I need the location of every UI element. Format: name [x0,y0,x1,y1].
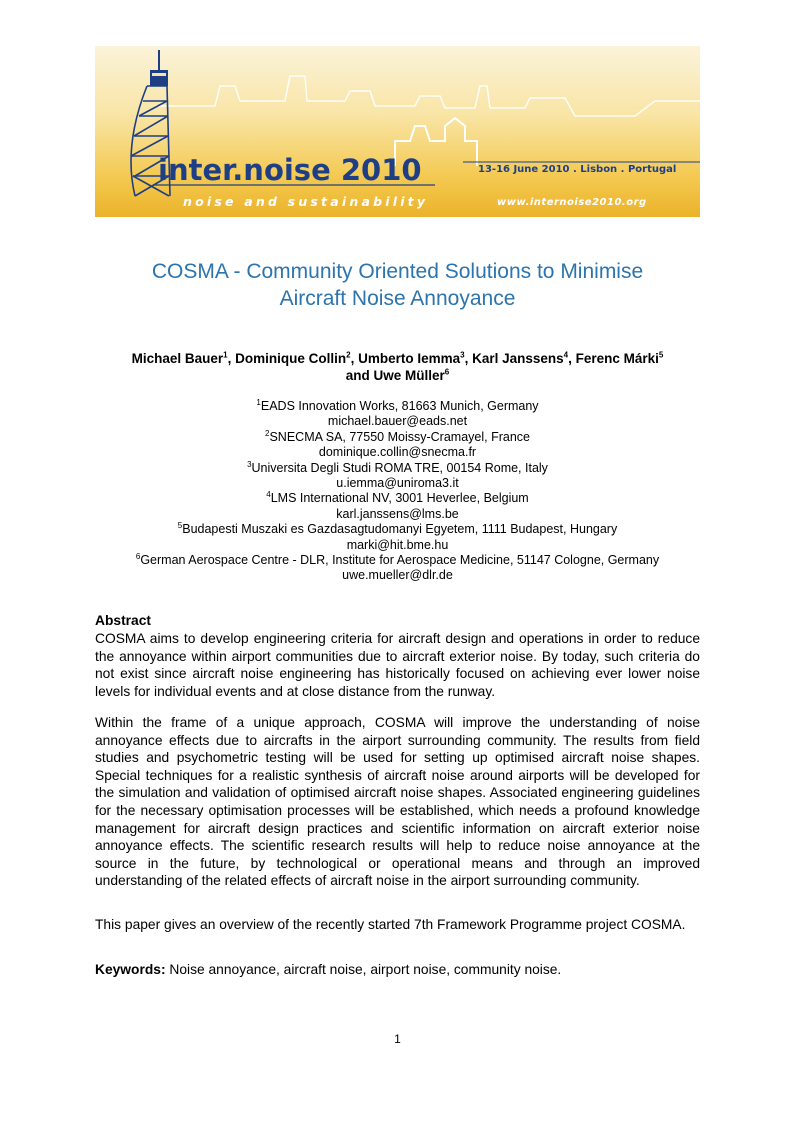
affiliation-sup: 5 [177,521,183,531]
affiliation-org-text: EADS Innovation Works, 81663 Munich, Germany [260,399,539,413]
affiliation-sup: 1 [256,397,261,407]
author-sup: 5 [658,350,664,360]
paper-title [95,258,700,312]
affiliation-sup: 2 [265,428,270,438]
author-name: Michael Bauer [131,351,224,366]
affiliation-email: uwe.mueller@dlr.de [342,568,453,583]
affiliation-org-text: SNECMA SA, 77550 Moissy-Cramayel, France [269,429,530,444]
affiliation-sup: 4 [266,490,271,500]
author-name: Umberto Iemma [358,351,461,366]
conference-banner [95,46,700,217]
conference-tagline: noise and sustainability [183,194,429,209]
affiliation-org [95,399,700,414]
author-sup: 3 [460,350,465,360]
author-sup: 6 [444,367,450,377]
affiliation-org-text: Budapesti Muszaki es Gazdasagtudomanyi Egyetem, 1111 Budapest, Hungary [182,522,618,537]
author-sup: 2 [346,350,351,360]
affiliation-org-text: German Aerospace Centre - DLR, Institute for Aerospace Medicine, 51147 Cologne, Germany [140,553,660,568]
affiliation-org [95,553,700,568]
author-name: Ferenc Márki [575,351,659,366]
keywords-text: Noise annoyance, aircraft noise, airport noise, community noise. [169,962,562,977]
abstract-paragraph-2: Within the frame of a unique approach, COSMA will improve the understanding of noise annoyance effects due to aircrafts in the airport surrounding community. The results from field studies and psychometric testing will be used for setting up optimised aircraft noise shapes. Special techniques for a realistic synthesis of aircraft noise around airports will be developed for the simulation and validation of optimised aircraft noise shapes. Associated engineering guidelines for the necessary optimisation processes will be established, which needs a profound knowledge management for aircraft design practices and scientific information on aircraft exterior noise annoyance effects. The scientific research results will help to reduce noise annoyance at the source in the future, by technological or operational means and through an improved understanding of the related effects of aircraft noise in the airport surrounding community. [95,715,700,889]
keywords-label: Keywords: [95,962,166,977]
author-sup: 4 [563,350,569,360]
paper-title-line1: COSMA - Community Oriented Solutions to Minimise [151,260,644,283]
affiliation-email: marki@hit.bme.hu [346,537,449,552]
affiliation-org [95,491,700,506]
abstract-paragraph-1: COSMA aims to develop engineering criteria for aircraft design and operations in order to reduce the annoyance within airport communities due to aircraft exterior noise. By today, such criteria do not exist since aircraft noise engineering has historically focused on achieving ever lower noise levels for individual events and at close distance from the runway. [95,631,700,699]
affiliation-org-text: Universita Degli Studi ROMA TRE, 00154 Rome, Italy [251,460,548,475]
affiliation-email: karl.janssens@lms.be [336,506,459,521]
abstract-heading: Abstract [95,613,151,628]
author-name: Karl Janssens [472,351,564,366]
affiliation-sup: 6 [135,551,141,561]
conference-name: inter.noise 2010 [158,153,422,187]
author-name: Dominique Collin [235,351,347,366]
conference-url: www.internoise2010.org [497,197,647,208]
abstract-paragraph-3: This paper gives an overview of the recently started 7th Framework Programme project COSMA. [95,917,686,932]
affiliation-list [95,399,700,584]
affiliation-sup: 3 [247,459,252,469]
keywords [95,961,700,978]
affiliation-org [95,430,700,445]
lisbon-skyline-illustration [95,46,700,217]
affiliation-org [95,522,700,537]
affiliation-email: dominique.collin@snecma.fr [318,445,477,460]
affiliation-email: michael.bauer@eads.net [327,414,468,429]
author-name: Uwe Müller [373,368,445,383]
page-number: 1 [394,1032,401,1046]
affiliation-org-text: LMS International NV, 3001 Heverlee, Belgium [270,491,529,506]
conference-date-location: 13-16 June 2010 . Lisbon . Portugal [478,164,677,175]
paper-title-line2: Aircraft Noise Annoyance [279,287,516,310]
affiliation-org [95,461,700,476]
author-list: Michael Bauer$^1$, Dominique Collin$^2$, Umberto Iemma$^3$, Karl Janssens$^4$, Ferenc Márki$^5$ and Uwe Müller$^6$ [131,350,664,383]
affiliation-email: u.iemma@uniroma3.it [336,476,459,491]
author-sup: 1 [223,350,228,360]
